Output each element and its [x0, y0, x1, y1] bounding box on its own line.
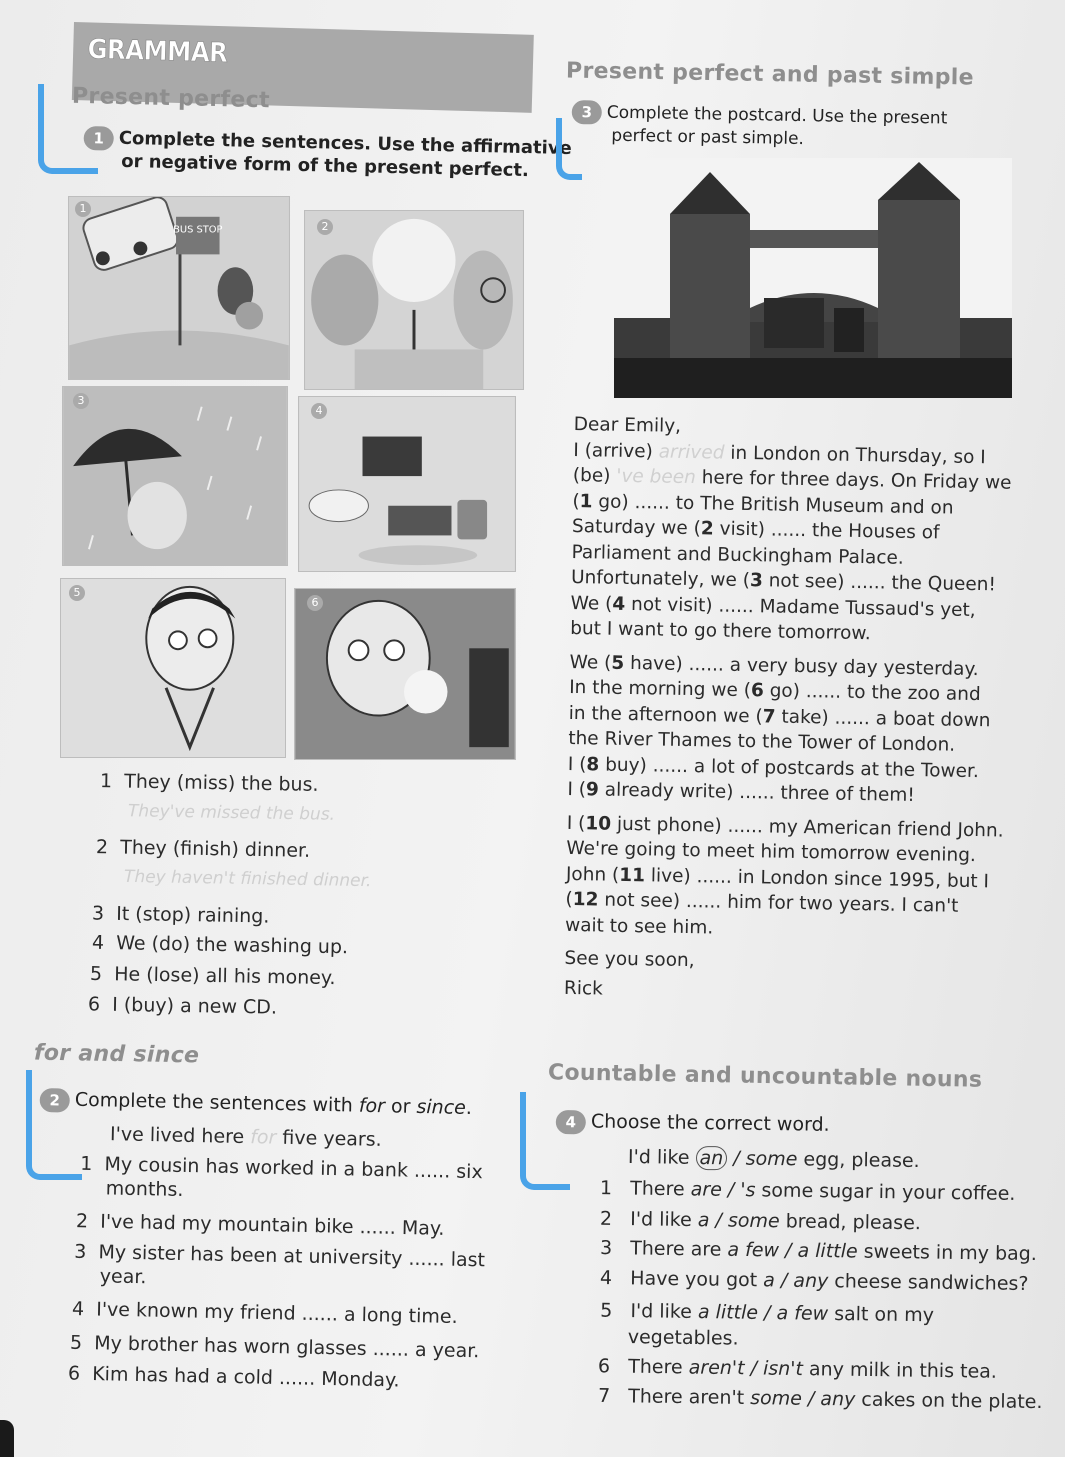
man-empty-pockets-illustration [61, 579, 285, 757]
postcard-line: John (11 live) ...... in London since 1995, but I [565, 863, 990, 892]
ex2-item-5: 5 My brother has worn glasses ...... a year. [69, 1331, 480, 1363]
bus-stop-illustration [69, 197, 289, 379]
ex1-item-5: 5 He (lose) all his money. [89, 962, 336, 990]
exercise-3-instruction: 3 Complete the postcard. Use the present perfect or past simple. [571, 100, 947, 153]
postcard-closing: See you soon, [564, 947, 695, 972]
ex1-item-4: 4 We (do) the washing up. [91, 931, 349, 959]
postcard-line: We're going to meet him tomorrow evening. [566, 837, 976, 867]
section-title-for-and-since: for and since [33, 1040, 200, 1069]
ex2-item-4: 4 I've known my friend ...... a long time. [71, 1297, 458, 1329]
page-edge-shadow [0, 1420, 14, 1457]
postcard-line: I (8 buy) ...... a lot of postcards at the Tower. [567, 753, 979, 782]
tower-bridge-photo [614, 158, 1012, 398]
ex2-item-3: 3 My sister has been at university ...... last year. [74, 1240, 486, 1289]
ex2-item-1: 1 My cousin has worked in a bank ...... six months. [80, 1152, 483, 1201]
postcard-line: I (arrive) arrived in London on Thursday, so I [573, 439, 986, 468]
postcard-line: We (4 not visit) ...... Madame Tussaud's yet, [570, 592, 976, 621]
postcard-line: We (5 have) ...... a very busy day yesterday. [569, 651, 979, 680]
postcard-line: I (10 just phone) ...... my American friend John. [566, 812, 1004, 842]
ex4-example: I'd like an / some egg, please. [627, 1145, 920, 1173]
section-title-perfect-and-past: Present perfect and past simple [565, 58, 975, 91]
exercise-1-instruction: 1 Complete the sentences. Use the affirmative or negative form of the present perfect. [83, 126, 572, 183]
dirty-dishes-illustration [299, 397, 515, 571]
ex4-item-1: 1 There are / 's some sugar in your coffee. [599, 1177, 1016, 1205]
ex2-item-2: 2 I've had my mountain bike ...... May. [75, 1210, 445, 1240]
grammar-header-label: GRAMMAR [87, 34, 228, 69]
ex4-item-3: 3 There are a few / a little sweets in my bag. [599, 1236, 1037, 1266]
ex1-item-1: 1 They (miss) the bus. [99, 770, 319, 796]
ex1-item-6: 6 I (buy) a new CD. [87, 993, 278, 1019]
postcard-line: (be) 've been here for three days. On Friday we [572, 464, 1012, 494]
postcard-line: (12 not see) ...... him for two years. I can't [565, 888, 959, 917]
postcard-line: wait to see him. [564, 914, 714, 939]
postcard-line: In the morning we (6 go) ...... to the zoo and [569, 676, 981, 706]
exercise-2-instruction: 2 Complete the sentences with for or since. [39, 1088, 472, 1121]
postcard-greeting: Dear Emily, [573, 413, 682, 437]
rain-umbrella-illustration [63, 387, 287, 565]
postcard-line: Unfortunately, we (3 not see) ...... the Queen! [570, 566, 997, 596]
blue-bracket-marker [520, 1092, 570, 1190]
exercise-4-instruction: 4 Choose the correct word. [556, 1110, 830, 1138]
postcard-signature: Rick [563, 977, 604, 1000]
postcard-text [564, 412, 1013, 1009]
ex1-answer-2: They haven't finished dinner. [123, 866, 372, 892]
ex1-answer-1: They've missed the bus. [127, 801, 336, 825]
man-with-headphones-illustration [295, 589, 515, 759]
ex4-item-7: 7 There aren't some / any cakes on the plate. [597, 1384, 1043, 1414]
postcard-line: Parliament and Buckingham Palace. [571, 541, 904, 569]
postcard-line: the River Thames to the Tower of London. [568, 727, 956, 756]
ex4-item-5: 5 I'd like a little / a few salt on my vegetables. [600, 1299, 935, 1350]
circled-answer: an [695, 1146, 727, 1170]
postcard-line: but I want to go there tomorrow. [570, 617, 871, 645]
picture-6-new-cd: 6 [294, 588, 516, 760]
ex4-item-2: 2 I'd like a / some bread, please. [599, 1207, 922, 1235]
ex1-item-2: 2 They (finish) dinner. [95, 836, 311, 862]
tower-bridge-illustration [614, 158, 1012, 398]
picture-2-dinner: 2 [304, 210, 524, 390]
ex4-item-6: 6 There aren't / isn't any milk in this tea. [597, 1355, 998, 1383]
ex4-item-4: 4 Have you got a / any cheese sandwiches? [599, 1267, 1029, 1295]
postcard-line: in the afternoon we (7 take) ...... a boat down [568, 702, 991, 731]
section-title-countable-uncountable: Countable and uncountable nouns [547, 1060, 983, 1093]
picture-3-rain: 3 [62, 386, 288, 566]
picture-5-lost-money: 5 [60, 578, 286, 758]
picture-4-washing-up: 4 [298, 396, 516, 572]
blue-bracket-marker [26, 1070, 82, 1180]
picture-1-bus-stop: BUS STOP 1 [68, 196, 290, 380]
ex1-item-3: 3 It (stop) raining. [91, 902, 270, 928]
blue-bracket-marker [556, 118, 582, 180]
ex2-example: I've lived here for five years. [109, 1123, 382, 1151]
svg-text:BUS STOP: BUS STOP [173, 224, 223, 236]
postcard-line: (1 go) ...... to The British Museum and on [572, 490, 954, 519]
postcard-line: I (9 already write) ...... three of them! [567, 778, 915, 807]
blue-bracket-marker [38, 84, 98, 174]
exercise-number-1: 1 [83, 126, 114, 151]
section-title-present-perfect: Present perfect [71, 83, 271, 114]
postcard-line: Saturday we (2 visit) ...... the Houses of [571, 515, 940, 544]
ex2-item-6: 6 Kim has had a cold ...... Monday. [67, 1362, 400, 1392]
dinner-illustration [305, 211, 523, 389]
